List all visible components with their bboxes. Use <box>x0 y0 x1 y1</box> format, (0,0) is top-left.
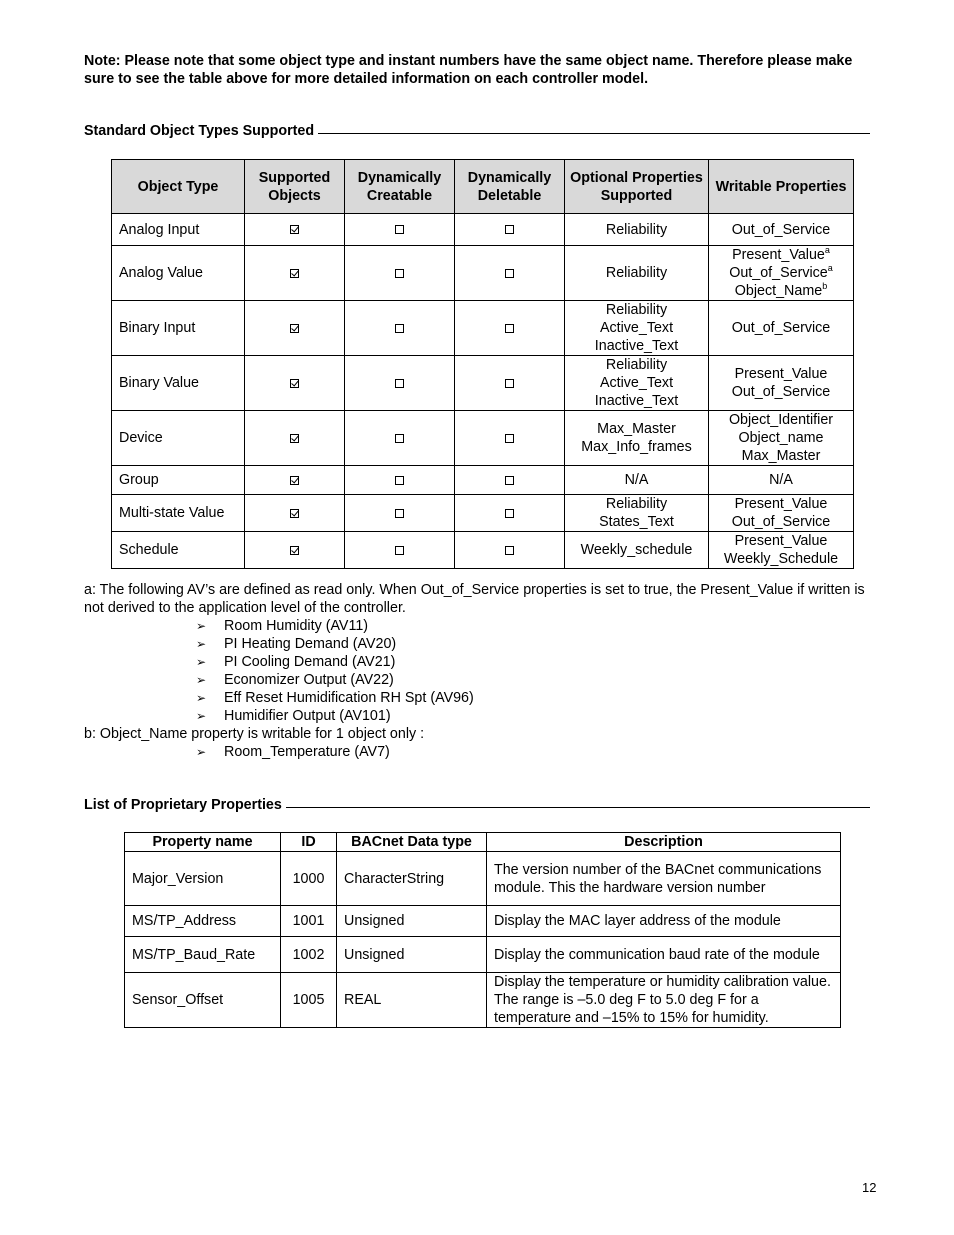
deletable-cell <box>455 214 565 246</box>
page-number: 12 <box>862 1180 877 1195</box>
supported-cell <box>245 301 345 356</box>
property-text: Out_of_Service <box>729 265 828 281</box>
optional-properties-cell <box>565 495 709 532</box>
header-cell: Supported Objects <box>245 160 345 214</box>
arrow-bullet-icon: ➢ <box>196 745 207 759</box>
property-id-cell: 1000 <box>281 852 337 906</box>
property-line: States_Text <box>599 514 674 530</box>
property-line: Active_Text <box>599 375 674 391</box>
list-item <box>196 617 474 635</box>
property-text: Object_Identifier <box>728 412 834 428</box>
header-cell: BACnet Data type <box>337 833 487 852</box>
description-cell: The version number of the BACnet communications module. This the hardware version number <box>487 852 841 906</box>
empty-box-icon <box>395 476 404 485</box>
checked-box-icon <box>290 225 299 234</box>
list-item-text: Economizer Output (AV22) <box>224 672 394 688</box>
data-type-cell: Unsigned <box>337 906 487 937</box>
deletable-cell <box>455 411 565 466</box>
optional-properties-cell <box>565 411 709 466</box>
header-cell: Description <box>487 833 841 852</box>
property-name-cell: Major_Version <box>125 852 281 906</box>
description-cell: Display the temperature or humidity calibration value. The range is –5.0 deg F to 5.0 deg F for a temperature and –15% to 15% for humidity. <box>487 973 841 1028</box>
checked-box-icon <box>290 476 299 485</box>
property-line <box>711 429 851 447</box>
creatable-cell <box>345 532 455 569</box>
footnote-marker: b <box>822 281 828 291</box>
empty-box-icon <box>505 476 514 485</box>
supported-cell <box>245 466 345 495</box>
header-cell: Optional Properties Supported <box>565 160 709 214</box>
table-row <box>125 937 841 973</box>
empty-box-icon <box>505 509 514 518</box>
arrow-bullet-icon: ➢ <box>196 655 207 669</box>
property-line <box>711 246 851 264</box>
footnote-a-list <box>196 617 474 725</box>
property-line: Weekly_schedule <box>580 542 693 558</box>
object-type-cell: Group <box>112 466 245 495</box>
property-line: Inactive_Text <box>594 338 679 354</box>
property-id-cell: 1002 <box>281 937 337 973</box>
checked-box-icon <box>290 546 299 555</box>
deletable-cell <box>455 466 565 495</box>
list-item <box>196 743 390 761</box>
empty-box-icon <box>505 225 514 234</box>
optional-properties-cell <box>565 356 709 411</box>
empty-box-icon <box>395 509 404 518</box>
writable-properties-cell <box>709 532 854 569</box>
list-item-text: Humidifier Output (AV101) <box>224 708 391 724</box>
property-line <box>711 471 851 489</box>
property-line <box>711 264 851 282</box>
empty-box-icon <box>505 379 514 388</box>
property-text: Present_Value <box>732 247 825 263</box>
property-text: Out_of_Service <box>731 384 831 400</box>
property-line <box>711 383 851 401</box>
property-line: Active_Text <box>599 320 674 336</box>
writable-properties-cell <box>709 495 854 532</box>
property-name-cell: Sensor_Offset <box>125 973 281 1028</box>
property-text: N/A <box>769 472 793 488</box>
list-item <box>196 689 474 707</box>
property-text: Present_Value <box>734 366 828 382</box>
section-heading-standard-objects <box>84 123 870 143</box>
property-id-cell: 1001 <box>281 906 337 937</box>
deletable-cell <box>455 356 565 411</box>
empty-box-icon <box>395 324 404 333</box>
supported-cell <box>245 246 345 301</box>
deletable-cell <box>455 301 565 356</box>
empty-box-icon <box>395 269 404 278</box>
header-cell: Property name <box>125 833 281 852</box>
footnote-b-list <box>196 743 390 761</box>
table-row <box>112 356 854 411</box>
checked-box-icon <box>290 434 299 443</box>
empty-box-icon <box>505 546 514 555</box>
property-text: Object_name <box>738 430 824 446</box>
deletable-cell <box>455 495 565 532</box>
supported-cell <box>245 495 345 532</box>
property-line: Reliability <box>605 357 668 373</box>
optional-properties-cell <box>565 301 709 356</box>
header-cell: Writable Properties <box>709 160 854 214</box>
list-item-text: Room Humidity (AV11) <box>224 618 369 634</box>
supported-cell <box>245 411 345 466</box>
list-item-text: Eff Reset Humidification RH Spt (AV96) <box>224 690 474 706</box>
data-type-cell: Unsigned <box>337 937 487 973</box>
property-line <box>711 532 851 550</box>
property-line: Max_Info_frames <box>581 439 692 455</box>
list-item-text: PI Heating Demand (AV20) <box>224 636 397 652</box>
object-type-cell: Multi-state Value <box>112 495 245 532</box>
table-header-row <box>125 833 841 852</box>
description-cell: Display the MAC layer address of the module <box>487 906 841 937</box>
writable-properties-cell <box>709 246 854 301</box>
data-type-cell: REAL <box>337 973 487 1028</box>
creatable-cell <box>345 214 455 246</box>
empty-box-icon <box>395 379 404 388</box>
object-type-cell: Analog Value <box>112 246 245 301</box>
writable-properties-cell <box>709 411 854 466</box>
property-line <box>711 282 851 300</box>
writable-properties-cell <box>709 301 854 356</box>
table-row <box>112 246 854 301</box>
list-item-text: Room_Temperature (AV7) <box>224 744 390 760</box>
property-text: Present_Value <box>734 496 828 512</box>
checked-box-icon <box>290 509 299 518</box>
property-text: Out_of_Service <box>731 221 831 238</box>
property-line <box>711 411 851 429</box>
property-line <box>711 319 851 337</box>
property-text: Weekly_Schedule <box>723 551 839 567</box>
optional-properties-cell <box>565 246 709 301</box>
section-heading-proprietary <box>84 797 870 817</box>
supported-cell <box>245 532 345 569</box>
property-line: Reliability <box>605 265 668 281</box>
property-line <box>711 365 851 383</box>
list-item <box>196 707 474 725</box>
writable-properties-cell <box>709 356 854 411</box>
empty-box-icon <box>395 546 404 555</box>
object-type-cell: Binary Input <box>112 301 245 356</box>
property-text: Out_of_Service <box>731 320 831 336</box>
object-type-cell: Schedule <box>112 532 245 569</box>
supported-cell <box>245 214 345 246</box>
table-row <box>112 214 854 246</box>
data-type-cell: CharacterString <box>337 852 487 906</box>
empty-box-icon <box>395 434 404 443</box>
table-row <box>125 973 841 1028</box>
property-text: Out_of_Service <box>731 514 831 530</box>
table-row <box>125 852 841 906</box>
table-row <box>125 906 841 937</box>
property-name-cell: MS/TP_Baud_Rate <box>125 937 281 973</box>
table-row <box>112 532 854 569</box>
note-paragraph: Note: Please note that some object type and instant numbers have the same object name. Therefore please make sure to see the table above for more detailed information on each controller model. <box>84 53 853 87</box>
supported-cell <box>245 356 345 411</box>
optional-properties-cell <box>565 214 709 246</box>
header-cell: Dynamically Deletable <box>455 160 565 214</box>
standard-object-types-table <box>111 159 854 569</box>
deletable-cell <box>455 532 565 569</box>
property-line <box>711 550 851 568</box>
table-row <box>112 301 854 356</box>
checked-box-icon <box>290 324 299 333</box>
creatable-cell <box>345 466 455 495</box>
writable-properties-cell <box>709 466 854 495</box>
property-line: N/A <box>624 472 649 488</box>
deletable-cell <box>455 246 565 301</box>
header-cell: ID <box>281 833 337 852</box>
creatable-cell <box>345 301 455 356</box>
object-type-cell: Analog Input <box>112 214 245 246</box>
arrow-bullet-icon: ➢ <box>196 619 207 633</box>
property-line: Reliability <box>605 221 668 238</box>
creatable-cell <box>345 356 455 411</box>
property-line: Max_Master <box>597 421 676 437</box>
proprietary-properties-table <box>124 832 841 1028</box>
arrow-bullet-icon: ➢ <box>196 673 207 687</box>
property-line <box>711 447 851 465</box>
table-row <box>112 495 854 532</box>
footnote-marker: a <box>824 245 830 255</box>
creatable-cell <box>345 495 455 532</box>
arrow-bullet-icon: ➢ <box>196 691 207 705</box>
header-cell: Dynamically Creatable <box>345 160 455 214</box>
list-item-text: PI Cooling Demand (AV21) <box>224 654 396 670</box>
empty-box-icon <box>505 324 514 333</box>
property-text: Max_Master <box>741 448 821 464</box>
empty-box-icon <box>505 269 514 278</box>
table-header-row <box>112 160 854 214</box>
object-type-cell: Binary Value <box>112 356 245 411</box>
property-line <box>711 513 851 531</box>
creatable-cell <box>345 246 455 301</box>
section-title: List of Proprietary Properties <box>84 797 286 813</box>
table-row <box>112 411 854 466</box>
description-cell: Display the communication baud rate of the module <box>487 937 841 973</box>
property-line: Inactive_Text <box>594 393 679 409</box>
arrow-bullet-icon: ➢ <box>196 709 207 723</box>
footnote-b: b: Object_Name property is writable for 1 object only : <box>84 726 425 742</box>
list-item <box>196 653 474 671</box>
checked-box-icon <box>290 379 299 388</box>
creatable-cell <box>345 411 455 466</box>
property-text: Object_Name <box>734 283 823 299</box>
property-text: Present_Value <box>734 533 828 549</box>
footnote-marker: a <box>827 263 833 273</box>
object-type-cell: Device <box>112 411 245 466</box>
optional-properties-cell <box>565 466 709 495</box>
arrow-bullet-icon: ➢ <box>196 637 207 651</box>
property-line: Reliability <box>605 302 668 318</box>
table-row <box>112 466 854 495</box>
property-name-cell: MS/TP_Address <box>125 906 281 937</box>
list-item <box>196 635 474 653</box>
property-id-cell: 1005 <box>281 973 337 1028</box>
property-line <box>711 495 851 513</box>
empty-box-icon <box>395 225 404 234</box>
property-line: Reliability <box>605 496 668 512</box>
list-item <box>196 671 474 689</box>
footnote-a: a: The following AV’s are defined as read only. When Out_of_Service properties is set to true, the Present_Value if written is not derived to the application level of the controller. <box>84 582 865 616</box>
checked-box-icon <box>290 269 299 278</box>
property-line <box>711 221 851 239</box>
empty-box-icon <box>505 434 514 443</box>
optional-properties-cell <box>565 532 709 569</box>
writable-properties-cell <box>709 214 854 246</box>
section-title: Standard Object Types Supported <box>84 123 318 139</box>
header-cell: Object Type <box>112 160 245 214</box>
